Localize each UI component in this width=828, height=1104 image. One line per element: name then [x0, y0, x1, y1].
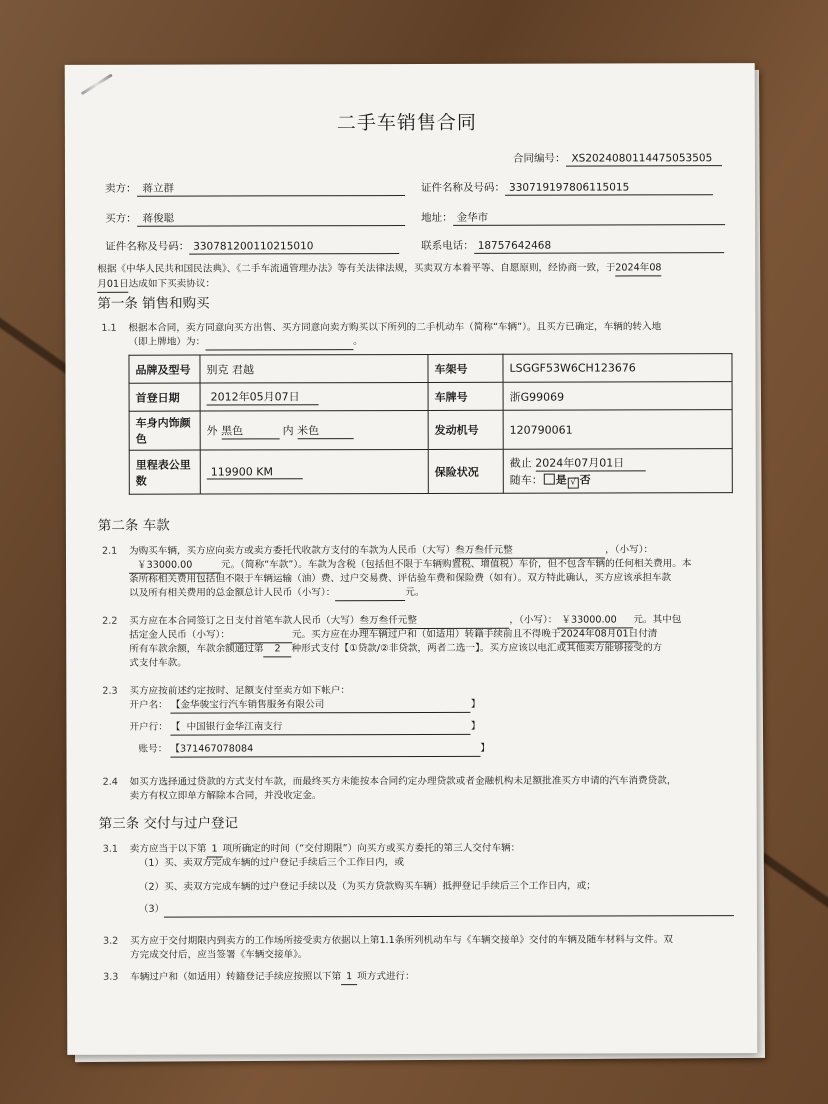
seller-label: 卖方： [105, 182, 137, 195]
intro-text-1: 根据《中华人民共和国民法典》、《二手车流通管理办法》等有关法律法规，买卖双方本着平等、自愿原则，经协商一致，于 [97, 262, 616, 275]
insurance-until-value: 2024年07月01日 [535, 454, 645, 471]
seller-row [105, 181, 405, 197]
account-bank-value: 中国银行金华江南支行 [186, 721, 283, 733]
destination-blank [205, 335, 353, 350]
delivery-option-1: （1）买、卖双方完成车辆的过户登记手续后三个工作日内，或 [138, 857, 404, 869]
document-title: 二手车销售合同 [336, 111, 477, 135]
intro-date-b: 月01日 [97, 278, 128, 293]
seller-value: 蒋立群 [137, 181, 405, 197]
clause-3-2-line-1: 买方应于交付期限内到卖方的工作场所接受卖方依据以上第1.1条所列机动车与《车辆交接单》交付的车辆及随车材料与文件。双 [129, 934, 673, 947]
reg-date-label: 首登日期 [129, 383, 200, 411]
clause-3-2-number: 3.2 [102, 935, 119, 947]
account-number-row [138, 742, 489, 758]
yes-checkbox [544, 473, 555, 484]
delivery-option-3-blank [164, 901, 734, 917]
clause-2-2-text-8: 种形式支付【①贷款/②非贷款，两者二选一】。买方应该以电汇或其他卖方能够接受的方 [291, 642, 663, 655]
vehicle-info-table [128, 353, 732, 495]
vin-value: LSGGF53W6CH123676 [503, 354, 732, 383]
clause-3-2-line-2: 方完成交付后，应当签署《车辆交接单》。 [130, 949, 308, 961]
clause-3-3-text-1: 车辆过户和（如适用）转籍登记手续应按照以下第 [130, 971, 342, 983]
clause-2-1-line-4 [129, 586, 424, 602]
engine-value: 120790061 [503, 410, 732, 450]
clause-2-3-number: 2.3 [102, 685, 118, 697]
no-checkbox-checked: √ [568, 477, 579, 488]
clause-2-2-text-2: ，（小写）： [509, 614, 558, 626]
vin-label: 车架号 [428, 354, 503, 382]
insurance-cell [503, 449, 732, 494]
payment-deadline: 2024年08月01日 [561, 627, 639, 642]
no-label: 否 [579, 473, 591, 487]
clause-1-1-line-1: 根据本合同，卖方同意向买方出售、买方同意向卖方购买以下所列的二手机动车（简称“车辆”）。且买方已确定，车辆的转入地 [128, 321, 662, 334]
brand-value: 别克 君越 [200, 354, 428, 383]
first-payment-uppercase: 叁万叁仟元整 [359, 614, 509, 629]
mileage-value: 119900 KM [207, 465, 303, 479]
delivery-option-3-label: （3） [138, 903, 165, 915]
table-row [129, 382, 732, 412]
buyer-id-label: 证件名称及号码： [105, 240, 190, 253]
clause-2-2-line-4: 式支付车款。 [129, 657, 187, 669]
outer-color-label: 外 [206, 424, 218, 438]
clause-2-1-text-3: 元。（简称“车款”）。车款为含税（包括但不限于车辆购置税、增值税）车价，但不包含车辆的任何相关费用。本 [221, 558, 692, 571]
mileage-cell [200, 449, 428, 494]
account-bank-field [171, 720, 471, 736]
clause-2-1-text-4: 以及所有相关费用的总金额总计人民币（小写）： [129, 587, 336, 599]
table-row [129, 354, 732, 384]
engine-label: 发动机号 [428, 410, 503, 449]
clause-2-4-number: 2.4 [102, 776, 118, 788]
seller-id-row [421, 180, 713, 196]
clause-2-2-number: 2.2 [102, 615, 118, 627]
clause-1-1-line-2 [128, 335, 362, 351]
mileage-label-1: 里程表公里 [135, 458, 191, 472]
account-bank-row [129, 720, 480, 736]
clause-2-1-text-1: 为购买车辆，买方应向卖方或卖方委托代收款方支付的车款为人民币（大写） [128, 544, 456, 557]
intro-text-2: 达成如下买卖协议： [128, 278, 216, 290]
clause-3-3-text-2: 项方式进行： [357, 970, 415, 983]
bracket-right: 】 [470, 720, 481, 732]
clause-2-4-line-1: 如买方选择通过贷款的方式支付车款，而最终买方未能按本合同约定办理贷款或者金融机构未足额批准买方申请的汽车消费贷款， [129, 775, 677, 788]
reg-date-value: 2012年05月07日 [207, 388, 319, 405]
intro-line-2 [97, 278, 215, 293]
payment-method-option: 2 [264, 642, 292, 657]
clause-2-2-text-4: 括定金人民币（小写）： [129, 629, 230, 641]
clause-3-3-line-1 [130, 970, 415, 986]
color-label-1: 车身内饰颜 [135, 416, 191, 430]
clause-2-1-text-5: 元。 [405, 586, 425, 599]
price-lowercase: ￥33000.00 [129, 558, 221, 573]
clause-2-2-text-1: 买方应在本合同签订之日支付首笔车款人民币（大写） [129, 615, 360, 627]
clause-2-3-line-1: 买方应按前述约定按时、足额支付至卖方如下帐户： [129, 685, 351, 697]
account-number-field [170, 742, 480, 758]
deposit-blank [230, 628, 292, 643]
table-row [129, 410, 732, 451]
clause-2-2-text-7: 所有车款余额，车款余额通过第 [129, 643, 264, 655]
reg-date-cell [200, 382, 428, 411]
phone-value: 18757642468 [474, 238, 724, 254]
delivery-option: 1 [206, 842, 222, 857]
clause-1-1-text: （即上牌地）为： [128, 336, 206, 348]
account-name-label: 开户名： [129, 699, 168, 711]
bracket-right: 】 [480, 742, 490, 754]
clause-1-1-number: 1.1 [101, 322, 117, 334]
bracket-left: 【 [170, 721, 181, 733]
color-cell [200, 410, 428, 450]
clause-3-3-number: 3.3 [103, 971, 119, 983]
contract-page [65, 63, 758, 1055]
clause-2-2-text-5: 元。买方应在办理车辆过户和（如适用）转籍手续前且不得晚于 [291, 628, 561, 641]
color-label [129, 411, 200, 450]
account-name-field [171, 698, 471, 714]
brand-label: 品牌及型号 [129, 355, 200, 383]
buyer-id-value: 330781200110215010 [189, 239, 399, 255]
account-name-row [129, 698, 480, 714]
clause-3-1-number: 3.1 [102, 843, 119, 855]
price-uppercase: 叁万叁仟元整 [455, 543, 605, 558]
phone-row [421, 238, 724, 254]
first-payment-lowercase: ￥33000.00 [557, 613, 633, 628]
plate-value: 浙G99069 [503, 382, 732, 411]
clause-2-1-text-2: ，（小写）： [605, 544, 654, 556]
buyer-id-row [105, 239, 399, 255]
contract-number [513, 151, 722, 167]
bracket-left: 【 [170, 743, 180, 755]
buyer-value: 蒋俊聪 [137, 211, 405, 227]
address-label: 地址： [421, 211, 453, 224]
account-name-value: 金华骏宝行汽车销售服务有限公司 [180, 699, 325, 711]
article-2-title: 第二条 车款 [97, 517, 170, 534]
clause-1-1-end: 。 [353, 336, 363, 348]
contract-number-value: XS2024080114475053505 [565, 151, 721, 166]
total-amount-blank [335, 586, 405, 601]
clause-2-1-line-3: 条所称相关费用包括但不限于车辆运输（油）费、过户交易费、评估验车费和保险费（如有）。双方特此确认，买方应该承担车款 [129, 572, 672, 585]
intro-date-a: 2024年08 [615, 261, 661, 276]
color-label-2: 色 [135, 432, 147, 446]
mileage-label [129, 450, 200, 494]
plate-label: 车牌号 [428, 382, 503, 410]
delivery-option-3 [139, 901, 734, 918]
inner-color-value: 米色 [297, 422, 353, 439]
outer-color-value: 黑色 [221, 422, 279, 439]
table-row [129, 449, 732, 495]
buyer-label: 买方： [105, 212, 137, 225]
clause-2-2-line-3 [129, 641, 662, 657]
bracket-right: 】 [470, 698, 481, 710]
buyer-row [105, 211, 405, 227]
clause-2-4-line-2: 卖方有权立即单方解除本合同，并没收定金。 [129, 790, 322, 802]
address-row [421, 210, 725, 226]
yes-label: 是 [555, 473, 567, 487]
address-value: 金华市 [453, 210, 725, 226]
clause-2-2-text-3: 元。其中包 [633, 614, 682, 626]
clause-2-1-number: 2.1 [101, 545, 118, 557]
article-1-title: 第一条 销售和购买 [97, 295, 210, 312]
delivery-option-2: （2）买、卖双方完成车辆的过户登记手续以及（为买方贷款购买车辆）抵押登记手续后三个工作日内，或； [138, 880, 596, 893]
account-number-value: 371467078084 [179, 743, 254, 755]
clause-2-2-text-6: 付清 [638, 628, 658, 640]
with-car-label: 随车： [509, 473, 543, 487]
transfer-option: 1 [341, 970, 357, 985]
insurance-label: 保险状况 [428, 449, 503, 493]
seller-id-value: 330719197806115015 [505, 180, 713, 196]
seller-id-label: 证件名称及号码： [421, 181, 506, 194]
clause-3-1-text-1: 卖方应当于以下第 [129, 843, 207, 855]
clause-3-1-text-2: 项所确定的时间（“交付期限”）向买方或买方委托的第三人交付车辆： [222, 842, 521, 855]
contract-number-label: 合同编号： [512, 152, 566, 165]
insurance-until-label: 截止 [509, 456, 532, 470]
inner-color-label: 内 [282, 423, 294, 437]
mileage-label-2: 数 [135, 474, 147, 488]
staple [81, 73, 113, 95]
phone-label: 联系电话： [421, 239, 474, 252]
account-bank-label: 开户行： [129, 721, 168, 733]
article-3-title: 第三条 交付与过户登记 [98, 815, 239, 832]
intro-line-1 [97, 261, 661, 277]
bracket-left: 【 [170, 699, 181, 711]
account-number-label: 账号： [138, 743, 168, 755]
